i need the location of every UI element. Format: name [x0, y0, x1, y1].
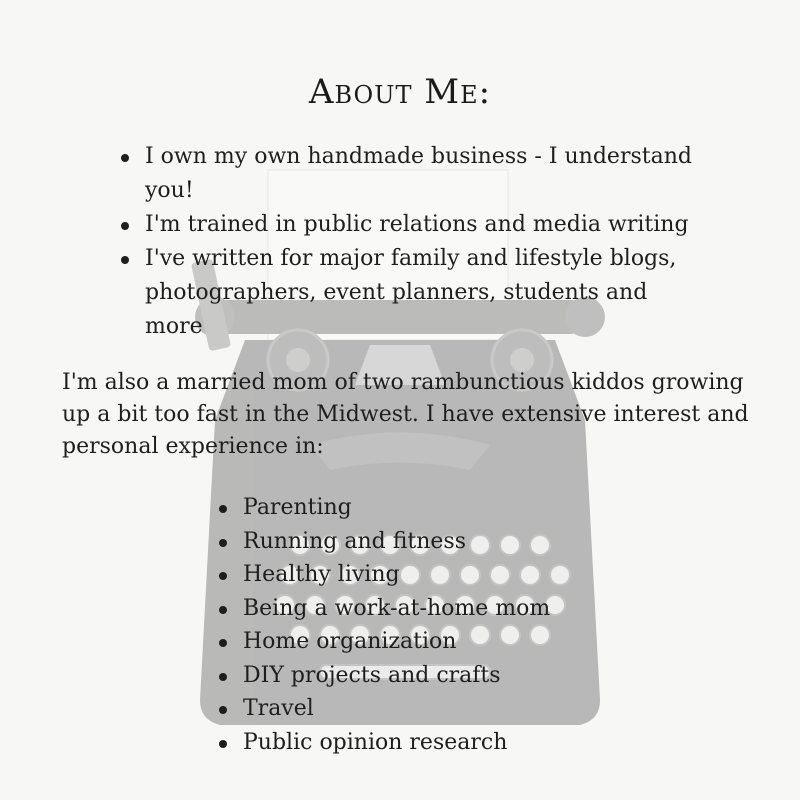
list-item: Running and fitness [243, 525, 643, 559]
list-item: I've written for major family and lifestyle blogs, photographers, event planners, students and more [145, 242, 705, 344]
list-item: DIY projects and crafts [243, 659, 643, 693]
list-item: Healthy living [243, 558, 643, 592]
list-item: Travel [243, 692, 643, 726]
page-title: About Me: [308, 72, 492, 112]
interests-list [243, 491, 643, 759]
credentials-list [145, 140, 705, 344]
list-item: Home organization [243, 625, 643, 659]
list-item: Parenting [243, 491, 643, 525]
list-item: I own my own handmade business - I understand you! [145, 140, 705, 208]
list-item: Being a work-at-home mom [243, 592, 643, 626]
list-item: I'm trained in public relations and media writing [145, 208, 705, 242]
intro-paragraph: I'm also a married mom of two rambunctious kiddos growing up a bit too fast in the Midwest. I have extensive interest and personal experience in: [62, 370, 749, 459]
list-item: Public opinion research [243, 726, 643, 760]
